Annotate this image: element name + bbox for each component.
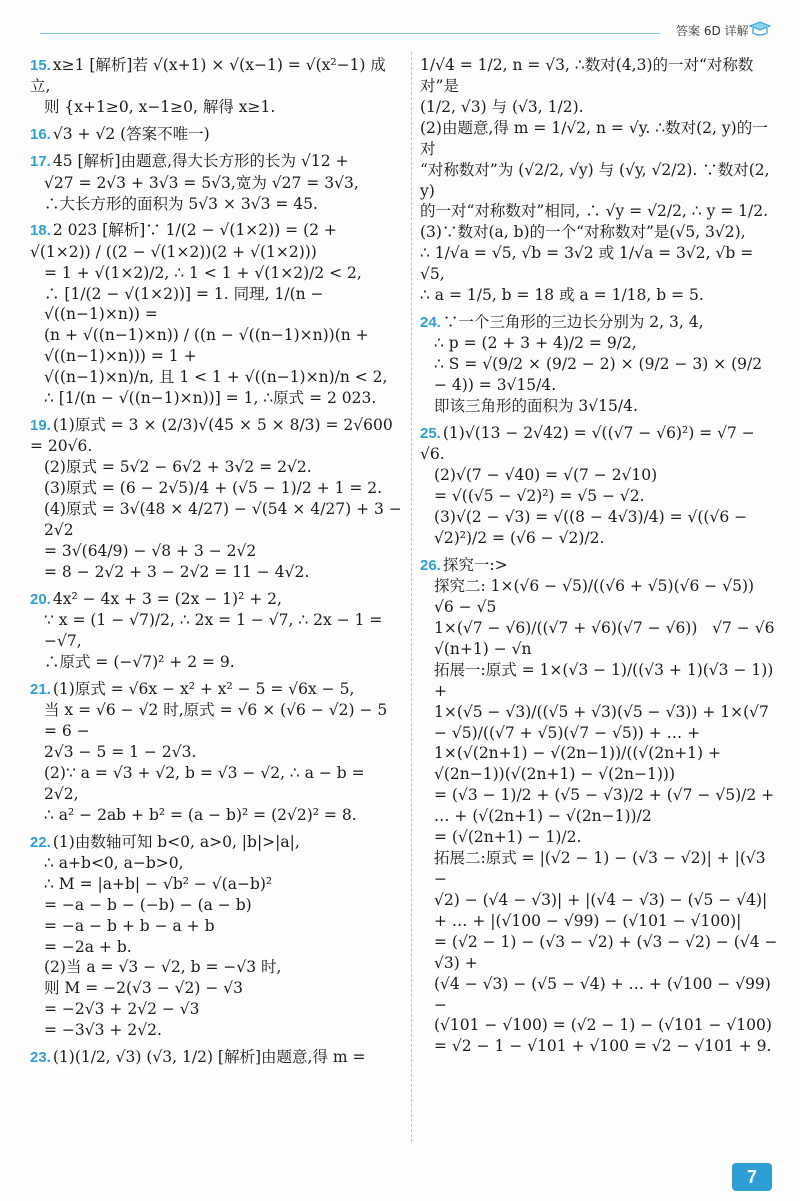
answer-line [420,1015,780,1036]
answer-line [420,55,780,97]
answer-text: 2√3 − 5 = 1 − 2√3. [44,742,197,761]
answer-line [420,974,780,1016]
answer-line [420,396,780,417]
answer-text: ∵一个三角形的三边长分别为 2, 3, 4, [442,313,704,332]
answer-text: (3)√(2 − √3) = √((8 − 4√3)/4) = √((√6 − √2)²)/2 = (√6 − √2)/2. [434,508,753,547]
answer-line [30,589,402,610]
answer-item [420,423,780,549]
answer-line [30,367,402,388]
answer-text: ∴ a+b<0, a−b>0, [44,853,184,872]
question-number: 21. [30,680,51,698]
answer-text: (1)√(13 − 2√42) = √((√7 − √6)²) = √7 − √6. [420,424,760,464]
answer-text: = −2√3 + 2√2 − √3 [44,1000,200,1019]
answer-line [30,832,402,853]
answer-line [30,937,402,958]
answer-text: 即该三角形的面积为 3√15/4. [434,397,638,416]
answer-text: ∴ a = 1/5, b = 18 或 a = 1/18, b = 5. [420,286,704,305]
answer-text: = √2 − 1 − √101 + √100 = √2 − √101 + 9. [434,1037,772,1056]
answer-item [420,55,780,306]
answer-text: = √((√5 − √2)²) = √5 − √2. [434,487,645,506]
answer-text: 则 M = −2(√3 − √2) − √3 [44,979,243,998]
book-icon [748,20,772,40]
answer-line [420,222,780,243]
answer-text: √3 + √2 (答案不唯一) [52,125,210,144]
answer-text: 1/√4 = 1/2, n = √3, ∴数对(4,3)的一对“对称数对”是 [420,56,754,95]
answer-text: 2 023 [解析]∵ 1/(2 − √(1×2)) = (2 + √(1×2)) / ((2 − √(1×2))(2 + √(1×2))) [30,221,342,261]
answer-text: (1)(1/2, √3) (√3, 1/2) [解析]由题意,得 m = [52,1048,366,1067]
answer-text: = 8 − 2√2 + 3 − 2√2 = 11 − 4√2. [44,562,310,581]
answer-text: “对称数对”为 (√2/2, √y) 与 (√y, √2/2). ∵数对(2, y) [420,160,775,200]
answer-line [420,486,780,507]
answer-line [30,742,402,763]
answer-text: (n + √((n−1)×n)) / ((n − √((n−1)×n))(n + √((n−1)×n))) = 1 + [44,326,374,366]
answer-text: = 1 + √(1×2)/2, ∴ 1 < 1 + √(1×2)/2 < 2, [44,263,362,282]
answer-text: (√101 − √100) = (√2 − 1) − (√101 − √100) [434,1016,772,1035]
answer-text: 拓展二:原式 = |(√2 − 1) − (√3 − √2)| + |(√3 − [434,849,771,889]
answer-text: 4x² − 4x + 3 = (2x − 1)² + 2, [52,589,282,608]
question-number: 24. [420,314,441,332]
answer-line [30,541,402,562]
answer-text: ∴原式 = (−√7)² + 2 = 9. [44,652,235,671]
answer-text: = (√3 − 1)/2 + (√5 − √3)/2 + (√7 − √5)/2 + … + (√(2n+1) − √(2n−1))/2 [434,786,780,826]
answer-line [30,853,402,874]
answer-line [420,932,783,974]
answer-line [420,890,780,911]
answer-line [420,160,780,202]
answer-text: ∴大长方形的面积为 5√3 × 3√3 = 45. [44,194,318,213]
answer-text: (2)原式 = 5√2 − 6√2 + 3√2 = 2√2. [44,458,312,477]
answer-line [30,1047,402,1068]
answer-text: (2)∵ a = √3 + √2, b = √3 − √2, ∴ a − b = 2√2, [44,763,370,803]
answer-text: = −a − b − (−b) − (a − b) [44,895,252,914]
question-number: 20. [30,590,51,608]
answer-line [30,415,402,457]
answer-text: ∴ p = (2 + 3 + 4)/2 = 9/2, [434,334,637,353]
answer-item [30,151,402,214]
answer-line [420,827,780,848]
answer-text: (1)由数轴可知 b<0, a>0, |b|>|a|, [52,832,300,851]
answer-text: ∴ M = |a+b| − √b² − √(a−b)² [44,874,273,893]
answer-text: 45 [解析]由题意,得大长方形的长为 √12 + [52,152,349,171]
answer-line [30,562,402,583]
answer-line [420,555,780,576]
answer-line [30,173,402,194]
answer-text: 探究二: 1×(√6 − √5)/((√6 + √5)(√6 − √5)) √6 − √5 [434,577,769,617]
answer-line [30,763,402,805]
answer-item [30,832,402,1042]
answer-line [30,916,402,937]
answer-line [30,1020,402,1041]
answer-text: (3)原式 = (6 − 2√5)/4 + (√5 − 1)/2 + 1 = 2. [44,479,383,498]
answer-item [30,1047,402,1068]
answer-line [30,805,402,826]
answer-item [30,679,402,826]
answer-line [420,702,780,744]
answer-text: (√4 − √3) − (√5 − √4) + … + (√100 − √99) − [434,974,776,1014]
answer-line [30,978,402,999]
answer-text: 1×(√(2n+1) − √(2n−1))/((√(2n+1) + √(2n−1))(√(2n+1) − √(2n−1))) [434,744,726,784]
answer-item [30,415,407,583]
header-title: 答案 6D 详解 [676,24,749,38]
answer-line [420,507,780,549]
answer-line [30,478,402,499]
answer-text: 当 x = √6 − √2 时,原式 = √6 × (√6 − √2) − 5 = 6 − [44,701,393,740]
answer-text: √2) − (√4 − √3)| + |(√4 − √3) − (√5 − √4)| [434,890,768,909]
answer-line [420,333,780,354]
question-number: 17. [30,153,51,171]
answer-text: √((n−1)×n)/n, 且 1 < 1 + √((n−1)×n)/n < 2, [44,368,388,387]
question-number: 18. [30,222,51,240]
answer-line [30,679,402,700]
answer-line [30,874,402,895]
answer-text: ∴ [1/(n − √((n−1)×n))] = 1, ∴原式 = 2 023. [44,389,377,408]
right-column [420,55,790,1063]
answer-line [420,743,780,785]
answer-line [30,610,402,652]
answer-line [30,999,402,1020]
answer-text: 1×(√5 − √3)/((√5 + √3)(√5 − √3)) + 1×(√7 − √5)/((√7 + √5)(√7 − √5)) + … + [434,702,774,742]
answer-item [420,312,780,417]
answer-text: 则 {x+1≥0, x−1≥0, 解得 x≥1. [44,98,276,117]
answer-text: = −2a + b. [44,937,132,956]
answer-text: (2)由题意,得 m = 1/√2, n = √y. ∴数对(2, y)的一对 [420,118,768,158]
answer-line [30,263,402,284]
answer-line [30,55,402,97]
answer-line [420,660,780,702]
answer-text: ∵ x = (1 − √7)/2, ∴ 2x = 1 − √7, ∴ 2x − 1 = −√7, [44,611,388,650]
answer-text: 拓展一:原式 = 1×(√3 − 1)/((√3 + 1)(√3 − 1)) + [434,660,779,700]
answer-line [420,243,780,285]
answer-line [420,618,790,660]
answer-text: x≥1 [解析]若 √(x+1) × √(x−1) = √(x²−1) 成立, [30,56,386,96]
answer-line [420,848,780,890]
question-number: 16. [30,126,51,144]
answer-item [30,55,402,118]
answer-line [420,285,780,306]
answer-item [30,589,402,673]
answer-line [420,465,780,486]
question-number: 15. [30,57,51,74]
answer-line [30,957,402,978]
answer-item [30,220,402,409]
answer-text: = (√2 − 1) − (√3 − √2) + (√3 − √2) − (√4 − √3) + [434,932,783,972]
answer-line [420,1036,780,1057]
answer-line [30,388,402,409]
answer-text: ∴ S = √(9/2 × (9/2 − 2) × (9/2 − 3) × (9/2 − 4)) = 3√15/4. [434,355,768,395]
answer-text: 探究一:> [442,555,508,574]
answer-text: √27 = 2√3 + 3√3 = 5√3,宽为 √27 = 3√3, [44,173,359,192]
column-divider [411,52,412,1142]
answer-text: (1)原式 = 3 × (2/3)√(45 × 5 × 8/3) = 2√600 = 20√6. [30,416,398,456]
answer-line [30,700,402,742]
answer-text: = −3√3 + 2√2. [44,1021,162,1040]
answer-item [420,555,790,1057]
answer-text: ∴ a² − 2ab + b² = (a − b)² = (2√2)² = 8. [44,805,357,824]
answer-text: (3)∵数对(a, b)的一个“对称数对”是(√5, 3√2), [420,223,746,242]
answer-line [420,312,780,333]
question-number: 25. [420,425,441,442]
answer-text: = 3√(64/9) − √8 + 3 − 2√2 [44,541,257,560]
answer-text: 的一对“对称数对”相同, ∴ √y = √2/2, ∴ y = 1/2. [420,202,769,221]
answer-item [30,124,402,145]
answer-line [30,284,402,326]
answer-line [420,576,780,618]
answer-text: 1×(√7 − √6)/((√7 + √6)(√7 − √6)) √7 − √6 √(n+1) − √n [434,618,790,658]
answer-line [420,97,780,118]
header-rule [40,33,660,34]
answer-text: ∴ [1/(2 − √(1×2))] = 1. 同理, 1/(n − √((n−1)×n)) = [44,284,329,324]
answer-text: = (√(2n+1) − 1)/2. [434,828,582,847]
answer-text: ∴ 1/√a = √5, √b = 3√2 或 1/√a = 3√2, √b = √5, [420,244,759,284]
answer-text: + … + |(√100 − √99) − (√101 − √100)| [434,911,742,930]
left-column [30,55,407,1074]
answer-text: = −a − b + b − a + b [44,916,215,935]
answer-line [30,220,402,262]
answer-line [30,499,407,541]
answer-line [30,457,402,478]
answer-line [420,423,780,465]
page-number: 7 [732,1163,772,1191]
answer-text: (2)√(7 − √40) = √(7 − 2√10) [434,466,658,485]
answer-text: (1)原式 = √6x − x² + x² − 5 = √6x − 5, [52,679,355,698]
answer-line [420,118,780,160]
answer-line [30,124,402,145]
answer-line [30,194,402,215]
answer-line [30,151,402,172]
answer-text: (1/2, √3) 与 (√3, 1/2). [420,97,584,116]
answer-line [30,97,402,118]
answer-line [30,652,402,673]
question-number: 26. [420,556,441,574]
answer-text: (4)原式 = 3√(48 × 4/27) − √(54 × 4/27) + 3 − 2√2 [44,500,407,539]
question-number: 22. [30,833,51,851]
answer-text: (2)当 a = √3 − √2, b = −√3 时, [44,958,282,977]
answer-line [30,325,402,367]
answer-line [420,354,780,396]
answer-line [420,911,780,932]
answer-line [30,895,402,916]
question-number: 23. [30,1049,51,1067]
question-number: 19. [30,417,51,435]
answer-line [420,785,780,827]
answer-line [420,201,780,222]
